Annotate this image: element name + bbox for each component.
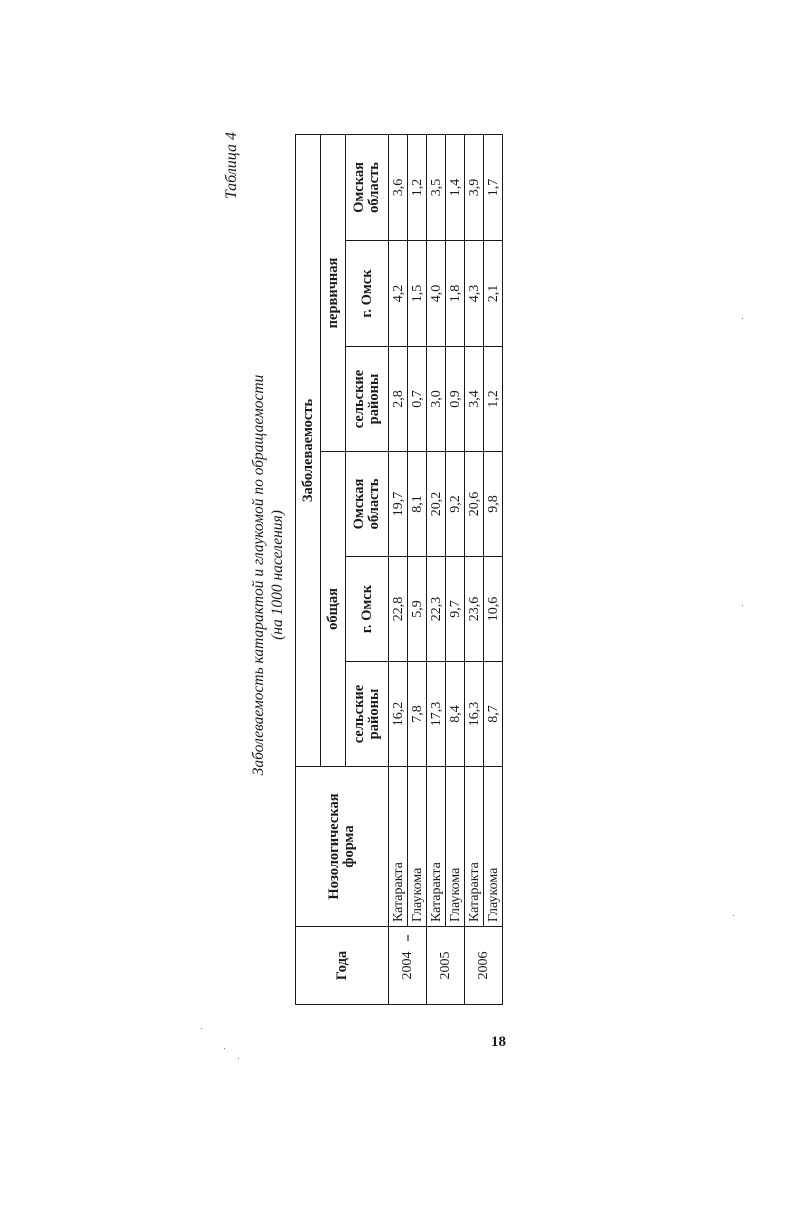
header-form: Нозологическая форма: [296, 767, 389, 927]
scan-speck: [407, 935, 409, 941]
value-cell: 8,7: [484, 662, 503, 767]
value-cell: 9,7: [446, 557, 465, 662]
header-general-rural: сельские районы: [346, 662, 389, 767]
value-cell: 9,2: [446, 452, 465, 557]
value-cell: 0,7: [408, 347, 427, 452]
scan-speck: [224, 1048, 225, 1049]
year-cell: 2004: [389, 927, 427, 1005]
value-cell: 20,6: [465, 452, 484, 557]
table-row: [389, 134, 408, 1004]
header-primary: первичная: [321, 134, 346, 451]
form-cell: Глаукома: [484, 767, 503, 927]
value-cell: 4,0: [427, 241, 446, 347]
table-label: Таблица 4: [223, 132, 240, 200]
form-cell: Катаракта: [427, 767, 446, 927]
header-general: общая: [321, 452, 346, 767]
value-cell: 22,3: [427, 557, 446, 662]
value-cell: 0,9: [446, 347, 465, 452]
caption-title: Заболеваемость катарактой и глаукомой по обращаемости: [250, 374, 267, 776]
scan-speck: [742, 605, 743, 606]
caption-subtitle: (на 1000 населения): [269, 510, 286, 640]
year-cell: 2006: [465, 927, 503, 1005]
table-caption: [249, 100, 287, 1050]
value-cell: 8,1: [408, 452, 427, 557]
value-cell: 20,2: [427, 452, 446, 557]
table-row: [465, 134, 484, 1004]
value-cell: 16,3: [465, 662, 484, 767]
value-cell: 5,9: [408, 557, 427, 662]
table-row: [446, 134, 465, 1004]
form-cell: Глаукома: [446, 767, 465, 927]
value-cell: 17,3: [427, 662, 446, 767]
value-cell: 8,4: [446, 662, 465, 767]
value-cell: 23,6: [465, 557, 484, 662]
value-cell: 4,3: [465, 241, 484, 347]
scan-speck: [742, 318, 743, 319]
header-morbidity: Заболеваемость: [296, 134, 321, 766]
value-cell: 3,4: [465, 347, 484, 452]
value-cell: 3,0: [427, 347, 446, 452]
rotated-page-content: [223, 100, 583, 1050]
value-cell: 4,2: [389, 241, 408, 347]
page-number: 18: [491, 1034, 506, 1050]
header-general-region: Омская область: [346, 452, 389, 557]
value-cell: 1,2: [484, 347, 503, 452]
header-primary-rural: сельские районы: [346, 347, 389, 452]
header-year: Года: [296, 927, 389, 1005]
table-row: [484, 134, 503, 1004]
value-cell: 2,1: [484, 241, 503, 347]
value-cell: 10,6: [484, 557, 503, 662]
morbidity-table: [295, 134, 503, 1005]
value-cell: 9,8: [484, 452, 503, 557]
header-primary-region: Омская область: [346, 134, 389, 240]
value-cell: 3,9: [465, 134, 484, 240]
scan-speck: [238, 1058, 239, 1059]
value-cell: 16,2: [389, 662, 408, 767]
value-cell: 1,2: [408, 134, 427, 240]
header-general-city: г. Омск: [346, 557, 389, 662]
value-cell: 1,8: [446, 241, 465, 347]
form-cell: Катаракта: [389, 767, 408, 927]
value-cell: 3,5: [427, 134, 446, 240]
value-cell: 3,6: [389, 134, 408, 240]
value-cell: 19,7: [389, 452, 408, 557]
value-cell: 22,8: [389, 557, 408, 662]
header-primary-city: г. Омск: [346, 241, 389, 347]
form-cell: Глаукома: [408, 767, 427, 927]
table-row: [427, 134, 446, 1004]
value-cell: 7,8: [408, 662, 427, 767]
table-row: [408, 134, 427, 1004]
value-cell: 1,7: [484, 134, 503, 240]
value-cell: 1,5: [408, 241, 427, 347]
scan-speck: [201, 1028, 202, 1029]
year-cell: 2005: [427, 927, 465, 1005]
form-cell: Катаракта: [465, 767, 484, 927]
value-cell: 2,8: [389, 347, 408, 452]
scan-speck: [733, 915, 734, 916]
value-cell: 1,4: [446, 134, 465, 240]
